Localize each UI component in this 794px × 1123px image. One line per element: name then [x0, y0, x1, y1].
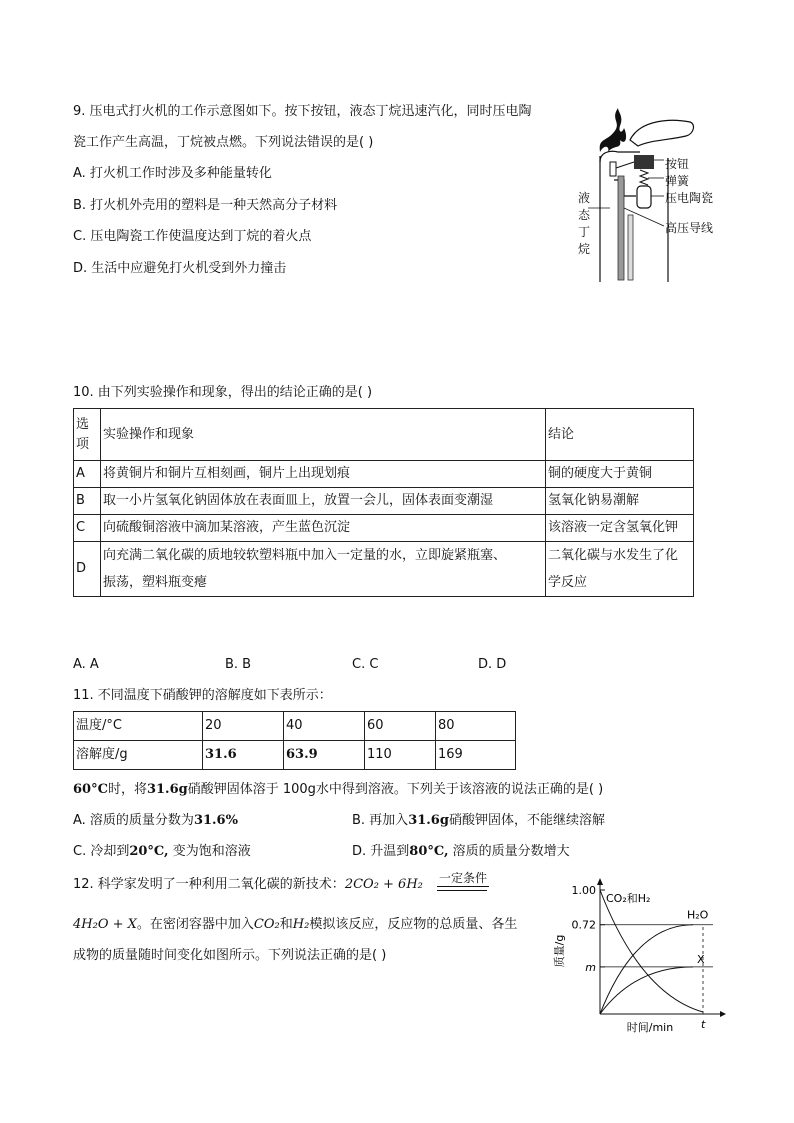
cell-operation: 取一小片氢氧化钠固体放在表面皿上，放置一会儿，固体表面变潮湿: [101, 488, 546, 515]
x-axis-label: 时间/min: [626, 1021, 674, 1034]
q9-option-d: D. 生活中应避免打火机受到外力撞击: [73, 261, 287, 276]
q12-stem-line1: 12. 科学家发明了一种利用二氧化碳的新技术：2CO₂ + 6H₂: [73, 877, 423, 892]
ceramic-part: [637, 186, 651, 208]
q11-option-d: D. 升温到80°C, 溶质的质量分数增大: [352, 844, 570, 859]
q12-eq-condition: 一定条件: [439, 871, 488, 885]
table-row: [74, 409, 694, 461]
cell-option: D: [74, 542, 101, 597]
cell-conclusion: 铜的硬度大于黄铜: [546, 461, 694, 488]
header-option: 选 项: [74, 409, 101, 461]
q10-stem: 10. 由下列实验操作和现象，得出的结论正确的是( ): [73, 385, 373, 400]
y-tick-label: 0.72: [571, 918, 596, 932]
q11-option-a: A. 溶质的质量分数为31.6%: [73, 813, 238, 828]
q12-stem-line2: 4H₂O + X。在密闭容器中加入CO₂和H₂模拟该反应，反应物的总质量、各生: [73, 917, 518, 932]
mass-time-chart: [545, 876, 735, 1036]
x-end-label: t: [701, 1018, 706, 1031]
table-row: [74, 461, 694, 488]
q11-option-b: B. 再加入31.6g硝酸钾固体，不能继续溶解: [352, 813, 605, 828]
q11-table: [73, 711, 516, 770]
q10-table: [73, 408, 694, 597]
table-row: [74, 488, 694, 515]
y-tick-label: m: [585, 960, 596, 974]
q11-stem: 11. 不同温度下硝酸钾的溶解度如下表所示：: [73, 688, 332, 703]
q9-stem-line1: 9. 压电式打火机的工作示意图如下。按下按钮，液态丁烷迅速汽化，同时压电陶: [73, 104, 532, 119]
table-row: [74, 741, 516, 770]
label-butane-3: 丁: [578, 225, 591, 239]
label-butane-4: 烷: [578, 242, 591, 256]
q9-option-b: B. 打火机外壳用的塑料是一种天然高分子材料: [73, 198, 338, 213]
header-operation: 实验操作和现象: [101, 409, 546, 461]
flame-icon: [600, 108, 626, 152]
table-row: [74, 515, 694, 542]
q10-answer-d: D. D: [478, 657, 507, 672]
q9-option-a: A. 打火机工作时涉及多种能量转化: [73, 166, 272, 181]
cell-solubility: 169: [436, 741, 516, 770]
label-ceramic: 压电陶瓷: [665, 191, 714, 205]
table-row: [74, 712, 516, 741]
cell-conclusion: 氢氧化钠易潮解: [546, 488, 694, 515]
header-conclusion: 结论: [546, 409, 694, 461]
q10-answer-b: B. B: [225, 657, 252, 672]
series-label: H₂O: [687, 908, 709, 922]
q10-answer-a: A. A: [73, 657, 99, 672]
cell-conclusion: 该溶液一定含氢氧化钾: [546, 515, 694, 542]
spring-part: [640, 170, 648, 185]
cell-solubility-label: 溶解度/g: [74, 741, 203, 770]
q9-option-c: C. 压电陶瓷工作使温度达到丁烷的着火点: [73, 229, 312, 244]
cell-solubility: 110: [365, 741, 436, 770]
q11-condition: 60°C时，将31.6g硝酸钾固体溶于 100g水中得到溶液。下列关于该溶液的说法正确的是( ): [73, 782, 604, 797]
cell-option: A: [74, 461, 101, 488]
cell-option: B: [74, 488, 101, 515]
series-label: X: [697, 952, 705, 966]
q12-stem-line3: 成物的质量随时间变化如图所示。下列说法正确的是( ): [73, 948, 387, 963]
thumb-icon: [630, 120, 693, 146]
y-axis-arrow: [597, 878, 603, 885]
cell-temp: 40: [284, 712, 365, 741]
cell-temp-label: 温度/°C: [74, 712, 203, 741]
cell-solubility: 63.9: [284, 741, 365, 770]
cell-temp: 20: [203, 712, 284, 741]
y-axis-label: 质量/g: [553, 934, 566, 968]
cell-temp: 60: [365, 712, 436, 741]
button-part: [634, 155, 654, 169]
cell-option: C: [74, 515, 101, 542]
q11-option-c: C. 冷却到20°C, 变为饱和溶液: [73, 844, 251, 859]
table-row: [74, 542, 694, 597]
label-butane-2: 态: [578, 208, 591, 222]
x-axis-arrow: [720, 1011, 726, 1017]
q9-stem-line2: 瓷工作产生高温，丁烷被点燃。下列说法错误的是( ): [73, 135, 374, 150]
label-spring: 弹簧: [665, 174, 690, 188]
label-butane-1: 液: [578, 191, 591, 205]
cell-operation: 向充满二氧化碳的质地较软塑料瓶中加入一定量的水，立即旋紧瓶塞、 振荡，塑料瓶变瘪: [101, 542, 546, 597]
wire-part: [614, 180, 636, 196]
label-button: 按钮: [665, 157, 690, 171]
y-tick-label: 1.00: [571, 884, 596, 897]
cell-operation: 将黄铜片和铜片互相刻画，铜片上出现划痕: [101, 461, 546, 488]
series-line: [600, 925, 693, 1014]
q10-answer-c: C. C: [352, 657, 379, 672]
cell-temp: 80: [436, 712, 516, 741]
label-wire: 高压导线: [665, 221, 714, 235]
cell-operation: 向硫酸铜溶液中滴加某溶液，产生蓝色沉淀: [101, 515, 546, 542]
series-label: CO₂和H₂: [606, 892, 651, 905]
cell-solubility: 31.6: [203, 741, 284, 770]
cell-conclusion: 二氧化碳与水发生了化 学反应: [546, 542, 694, 597]
q12-eq-arrow: [437, 890, 487, 891]
